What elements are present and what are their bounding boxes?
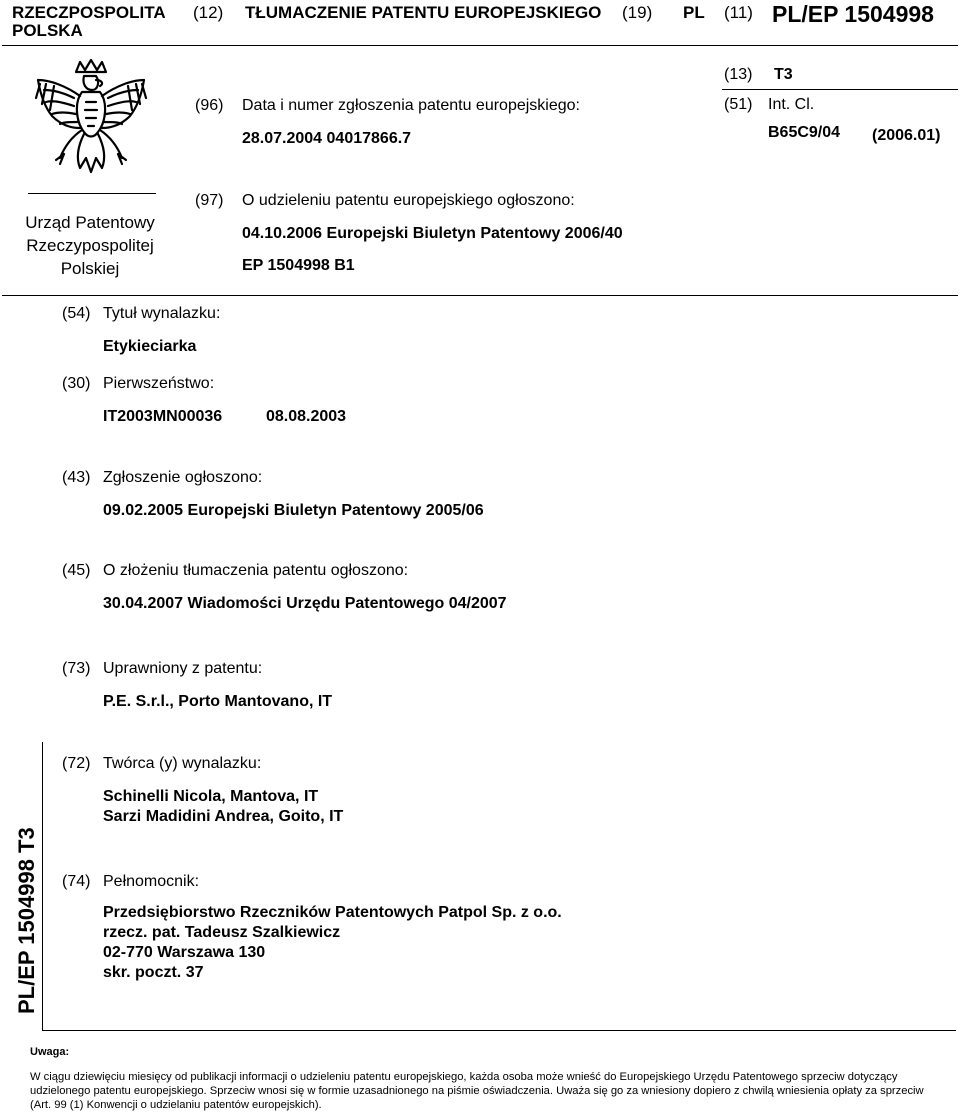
code-54: (54) [62, 305, 91, 322]
inventor-label: Twórca (y) wynalazku: [103, 755, 262, 772]
code-96: (96) [195, 97, 224, 114]
side-divider [42, 742, 43, 1030]
grant-label: O udzieleniu patentu europejskiego ogłoszono: [242, 192, 575, 209]
code-73: (73) [62, 660, 91, 677]
int-cl-value: B65C9/04 [768, 124, 841, 141]
int-cl-label: Int. Cl. [768, 96, 815, 113]
code-43: (43) [62, 469, 91, 486]
code-13: (13) [724, 66, 753, 83]
note-text: W ciągu dziewięciu miesięcy od publikacji informacji o udzieleniu patentu europejskiego, każda osoba może wnieść do Europejskiego Urzędu Patentowego sprzeciw dotyczący udzielonego patentu europejskiego. Sprzeciw wnosi się w formie uzasadnionego na piśmie oświadczenia. Uważa się go za wniesiony dopiero z chwilą wniesienia opłaty za sprzeciw (Art. 99 (1) Konwencji o udzielaniu patentów europejskich). [30, 1071, 924, 1111]
code-45: (45) [62, 562, 91, 579]
note-label: Uwaga: [30, 1046, 70, 1058]
code-12: (12) [193, 3, 224, 22]
footer-divider [42, 1030, 956, 1031]
application-label: Data i numer zgłoszenia patentu europejskiego: [242, 97, 580, 114]
proprietor-value: P.E. S.r.l., Porto Mantovano, IT [103, 693, 333, 710]
priority-label: Pierwszeństwo: [103, 375, 215, 392]
kind-code: T3 [774, 66, 793, 83]
translation-value: 30.04.2007 Wiadomości Urzędu Patentowego 04/2007 [103, 595, 507, 612]
priority-date: 08.08.2003 [266, 408, 347, 425]
country-code: PL [683, 3, 705, 22]
attorney-line-3: 02-770 Warszawa 130 [103, 944, 266, 961]
code-72: (72) [62, 755, 91, 772]
proprietor-label: Uprawniony z patentu: [103, 660, 263, 677]
attorney-label: Pełnomocnik: [103, 873, 200, 890]
kind-divider [722, 89, 958, 90]
attorney-line-2: rzecz. pat. Tadeusz Szalkiewicz [103, 924, 341, 941]
publication-label: Zgłoszenie ogłoszono: [103, 469, 263, 486]
application-value: 28.07.2004 04017866.7 [242, 130, 412, 147]
document-type: TŁUMACZENIE PATENTU EUROPEJSKIEGO [245, 3, 602, 22]
inventor-2: Sarzi Madidini Andrea, Goito, IT [103, 808, 344, 825]
code-97: (97) [195, 192, 224, 209]
side-patent-text: PL/EP 1504998 T3 [14, 827, 39, 1014]
grant-value: 04.10.2006 Europejski Biuletyn Patentowy 2006/40 [242, 225, 623, 242]
polish-eagle-emblem-icon [30, 58, 152, 190]
section-divider [2, 295, 958, 296]
grant-ep-number: EP 1504998 B1 [242, 257, 355, 274]
office-line-1: Urząd Patentowy [25, 213, 155, 232]
code-51: (51) [724, 96, 753, 113]
inventor-1: Schinelli Nicola, Mantova, IT [103, 788, 319, 805]
header-divider [2, 45, 958, 46]
country-line-2: POLSKA [12, 21, 83, 40]
country-line-1: RZECZPOSPOLITA [12, 3, 166, 22]
code-30: (30) [62, 375, 91, 392]
priority-number: IT2003MN00036 [103, 408, 223, 425]
office-line-2: Rzeczypospolitej [26, 236, 154, 255]
title-label: Tytuł wynalazku: [103, 305, 221, 322]
emblem-divider [28, 193, 156, 194]
patent-number: PL/EP 1504998 [772, 1, 934, 27]
code-11: (11) [724, 3, 753, 22]
attorney-line-4: skr. poczt. 37 [103, 964, 204, 981]
title-value: Etykieciarka [103, 338, 197, 355]
code-19: (19) [622, 3, 653, 22]
publication-value: 09.02.2005 Europejski Biuletyn Patentowy 2005/06 [103, 502, 484, 519]
office-line-3: Polskiej [60, 259, 120, 278]
code-74: (74) [62, 873, 91, 890]
translation-label: O złożeniu tłumaczenia patentu ogłoszono: [103, 562, 409, 579]
patent-office-name [0, 211, 180, 280]
attorney-line-1: Przedsiębiorstwo Rzeczników Patentowych Patpol Sp. z o.o. [103, 904, 562, 921]
int-cl-date: (2006.01) [872, 127, 941, 144]
